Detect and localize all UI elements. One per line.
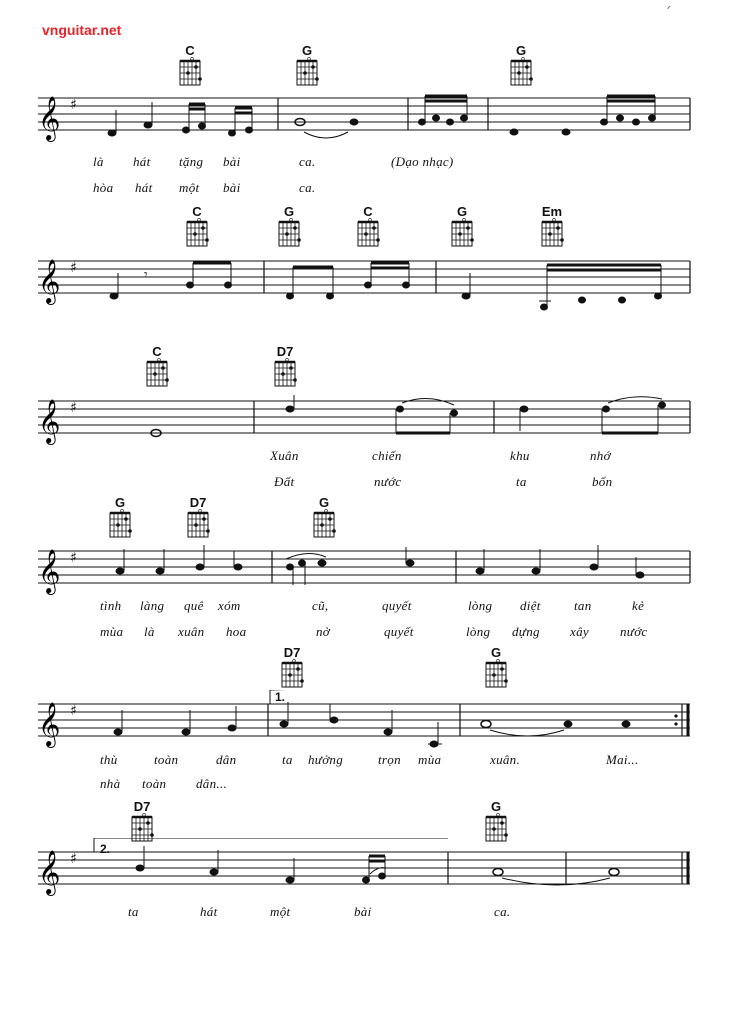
slur: [608, 397, 662, 403]
finger-dot: [320, 523, 324, 527]
staff-lines: [38, 704, 690, 736]
finger-dot: [500, 821, 504, 825]
chord-diagram-c: [185, 205, 211, 248]
finger-dot: [146, 821, 150, 825]
chord-diagram-d7: [186, 496, 212, 539]
finger-dot: [124, 517, 128, 521]
finger-dot: [293, 226, 297, 230]
chord-name: G: [114, 495, 126, 510]
fretboard-grid-icon: [280, 659, 304, 689]
chord-diagram-d7: [273, 345, 299, 388]
tie: [490, 730, 564, 736]
finger-dot: [201, 226, 205, 230]
chord-diagram-g: [277, 205, 303, 248]
finger-dot: [328, 517, 332, 521]
fretboard-grid-icon: [484, 659, 508, 689]
chord-name: D7: [133, 799, 151, 814]
treble-clef-icon: 𝄞: [38, 259, 61, 303]
finger-dot: [165, 378, 169, 382]
finger-dot: [153, 372, 157, 376]
fretboard-grid-icon: [356, 218, 380, 248]
finger-dot: [202, 517, 206, 521]
scan-mark: ˊ: [664, 4, 672, 23]
finger-dot: [504, 833, 508, 837]
finger-dot: [492, 673, 496, 677]
fretboard-grid-icon: [178, 57, 202, 87]
fretboard-grid-icon: [185, 218, 209, 248]
finger-dot: [525, 65, 529, 69]
chord-diagram-g: [484, 646, 510, 689]
finger-dot: [311, 65, 315, 69]
staff-system-6: [36, 838, 696, 900]
chord-name: G: [490, 645, 502, 660]
finger-dot: [206, 529, 210, 533]
repeat-dot: [674, 714, 677, 717]
chord-diagram-g: [509, 44, 535, 87]
finger-dot: [205, 238, 209, 242]
finger-dot: [285, 232, 289, 236]
finger-dot: [470, 238, 474, 242]
staff-lines: [38, 98, 690, 130]
notes: [114, 702, 630, 747]
tie: [304, 132, 348, 138]
chord-name: C: [152, 344, 162, 359]
fretboard-grid-icon: [450, 218, 474, 248]
chord-name: C: [192, 204, 202, 219]
key-sharp-icon: ♯: [70, 97, 77, 113]
finger-dot: [556, 226, 560, 230]
slur: [402, 398, 454, 405]
chord-name: D7: [276, 344, 294, 359]
slur: [286, 553, 326, 559]
finger-dot: [332, 529, 336, 533]
staff-system-1: [36, 92, 696, 154]
finger-dot: [293, 378, 297, 382]
key-sharp-icon: ♯: [70, 703, 77, 719]
fretboard-grid-icon: [108, 509, 132, 539]
finger-dot: [300, 679, 304, 683]
finger-dot: [116, 523, 120, 527]
chord-name: G: [515, 43, 527, 58]
chord-name: Em: [541, 204, 563, 219]
finger-dot: [548, 232, 552, 236]
chord-diagram-g: [108, 496, 134, 539]
chord-name: D7: [283, 645, 301, 660]
finger-dot: [504, 679, 508, 683]
finger-dot: [297, 238, 301, 242]
finger-dot: [288, 673, 292, 677]
treble-clef-icon: 𝄞: [38, 399, 61, 443]
treble-clef-icon: 𝄞: [38, 850, 61, 894]
finger-dot: [560, 238, 564, 242]
key-sharp-icon: ♯: [70, 550, 77, 566]
finger-dot: [193, 232, 197, 236]
treble-clef-icon: 𝄞: [38, 549, 61, 593]
finger-dot: [517, 71, 521, 75]
fretboard-grid-icon: [277, 218, 301, 248]
finger-dot: [296, 667, 300, 671]
fretboard-grid-icon: [540, 218, 564, 248]
finger-dot: [372, 226, 376, 230]
finger-dot: [289, 366, 293, 370]
fretboard-grid-icon: [509, 57, 533, 87]
chord-name: G: [301, 43, 313, 58]
chord-diagram-c: [356, 205, 382, 248]
chord-name: G: [318, 495, 330, 510]
finger-dot: [364, 232, 368, 236]
chord-diagram-g: [484, 800, 510, 843]
chord-diagram-em: [540, 205, 566, 248]
finger-dot: [458, 232, 462, 236]
finger-dot: [529, 77, 533, 81]
finger-dot: [150, 833, 154, 837]
finger-dot: [492, 827, 496, 831]
finger-dot: [500, 667, 504, 671]
chord-name: C: [185, 43, 195, 58]
chord-name: C: [363, 204, 373, 219]
chord-diagram-g: [295, 44, 321, 87]
rest-icon: 𝄾: [144, 267, 148, 283]
chord-name: G: [283, 204, 295, 219]
finger-dot: [303, 71, 307, 75]
chord-diagram-c: [178, 44, 204, 87]
finger-dot: [186, 71, 190, 75]
finger-dot: [194, 523, 198, 527]
chord-name: G: [490, 799, 502, 814]
staff-lines: [38, 401, 690, 433]
chord-diagram-g: [312, 496, 338, 539]
site-watermark: vnguitar.net: [42, 22, 122, 38]
finger-dot: [281, 372, 285, 376]
chord-diagram-d7: [130, 800, 156, 843]
staff-system-5: [36, 690, 696, 752]
key-sharp-icon: ♯: [70, 260, 77, 276]
chord-diagram-g: [450, 205, 476, 248]
key-sharp-icon: ♯: [70, 851, 77, 867]
treble-clef-icon: 𝄞: [38, 96, 61, 140]
treble-clef-icon: 𝄞: [38, 702, 61, 746]
key-sharp-icon: ♯: [70, 400, 77, 416]
fretboard-grid-icon: [295, 57, 319, 87]
fretboard-grid-icon: [145, 358, 169, 388]
finger-dot: [128, 529, 132, 533]
finger-dot: [161, 366, 165, 370]
fretboard-grid-icon: [273, 358, 297, 388]
notes: [110, 263, 662, 310]
chord-name: G: [456, 204, 468, 219]
staff-system-2: [36, 255, 696, 317]
finger-dot: [138, 827, 142, 831]
repeat-dot: [674, 722, 677, 725]
staff-system-4: [36, 545, 696, 597]
finger-dot: [376, 238, 380, 242]
finger-dot: [194, 65, 198, 69]
chord-diagram-d7: [280, 646, 306, 689]
finger-dot: [466, 226, 470, 230]
fretboard-grid-icon: [312, 509, 336, 539]
chord-name: D7: [189, 495, 207, 510]
fretboard-grid-icon: [186, 509, 210, 539]
chord-diagram-c: [145, 345, 171, 388]
finger-dot: [198, 77, 202, 81]
finger-dot: [315, 77, 319, 81]
volta-1-label: 1.: [275, 690, 286, 704]
staff-system-3: [36, 395, 696, 447]
volta-2-label: 2.: [100, 842, 111, 856]
